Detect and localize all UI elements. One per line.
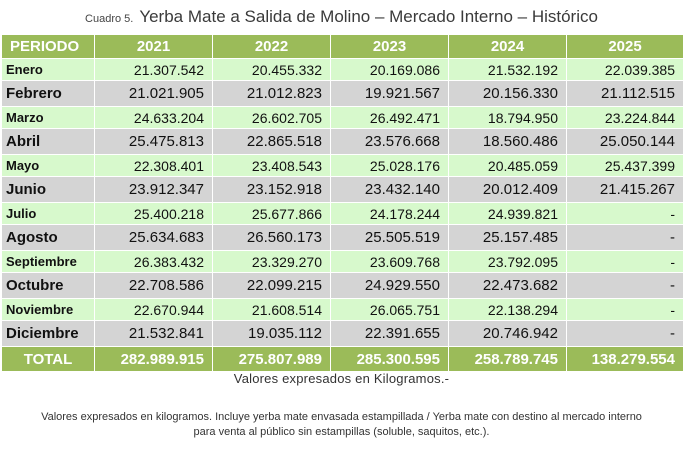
table-number: Cuadro 5. [85, 13, 134, 25]
table-row [2, 129, 683, 155]
total-2022: 275.807.989 [213, 347, 331, 372]
month-label: Marzo [2, 107, 95, 129]
value-cell: 21.021.905 [95, 81, 213, 107]
month-label: Mayo [2, 155, 95, 177]
yerba-mate-table [1, 34, 683, 372]
value-cell: 19.921.567 [331, 81, 449, 107]
value-cell: 20.012.409 [449, 177, 567, 203]
value-cell: 23.224.844 [567, 107, 683, 129]
table-row [2, 321, 683, 347]
value-cell: - [567, 225, 683, 251]
value-cell: 26.492.471 [331, 107, 449, 129]
value-cell: 25.505.519 [331, 225, 449, 251]
table-row [2, 251, 683, 273]
footnote-line-1: Valores expresados en kilogramos. Incluye yerba mate envasada estampillada / Yerba mate con destino al mercado interno [41, 411, 642, 423]
month-label: Abril [2, 129, 95, 155]
value-cell: 23.408.543 [213, 155, 331, 177]
header-2021: 2021 [95, 35, 213, 59]
value-cell: 21.012.823 [213, 81, 331, 107]
value-cell: 24.929.550 [331, 273, 449, 299]
value-cell: 22.473.682 [449, 273, 567, 299]
value-cell: 18.794.950 [449, 107, 567, 129]
value-cell: - [567, 251, 683, 273]
table-row [2, 107, 683, 129]
total-2021: 282.989.915 [95, 347, 213, 372]
table-row [2, 203, 683, 225]
value-cell: 23.609.768 [331, 251, 449, 273]
value-cell: 20.746.942 [449, 321, 567, 347]
total-2024: 258.789.745 [449, 347, 567, 372]
table-row [2, 155, 683, 177]
value-cell: 26.602.705 [213, 107, 331, 129]
value-cell: 23.432.140 [331, 177, 449, 203]
value-cell: 24.178.244 [331, 203, 449, 225]
table-title: Yerba Mate a Salida de Molino – Mercado Interno – Histórico [139, 7, 598, 26]
month-label: Febrero [2, 81, 95, 107]
value-cell: 24.633.204 [95, 107, 213, 129]
value-cell: - [567, 273, 683, 299]
header-2023: 2023 [331, 35, 449, 59]
month-label: Agosto [2, 225, 95, 251]
value-cell: 22.138.294 [449, 299, 567, 321]
total-2023: 285.300.595 [331, 347, 449, 372]
value-cell: 20.156.330 [449, 81, 567, 107]
table-row [2, 273, 683, 299]
table-row [2, 177, 683, 203]
month-label: Julio [2, 203, 95, 225]
value-cell: 21.307.542 [95, 59, 213, 81]
month-label: Septiembre [2, 251, 95, 273]
total-row [2, 347, 683, 372]
value-cell: 21.112.515 [567, 81, 683, 107]
table-row [2, 59, 683, 81]
value-cell: 18.560.486 [449, 129, 567, 155]
value-cell: 22.308.401 [95, 155, 213, 177]
value-cell: 25.028.176 [331, 155, 449, 177]
table-row [2, 225, 683, 251]
value-cell: 19.035.112 [213, 321, 331, 347]
month-label: Enero [2, 59, 95, 81]
value-cell: - [567, 299, 683, 321]
value-cell: 23.912.347 [95, 177, 213, 203]
report-title [0, 0, 683, 34]
value-cell: 23.576.668 [331, 129, 449, 155]
value-cell: 25.050.144 [567, 129, 683, 155]
value-cell: 26.383.432 [95, 251, 213, 273]
month-label: Octubre [2, 273, 95, 299]
value-cell: 22.708.586 [95, 273, 213, 299]
footnote-line-2: para venta al público sin estampillas (soluble, saquitos, etc.). [193, 426, 490, 438]
total-label: TOTAL [2, 347, 95, 372]
total-2025: 138.279.554 [567, 347, 683, 372]
header-2024: 2024 [449, 35, 567, 59]
value-cell: - [567, 321, 683, 347]
value-cell: 25.157.485 [449, 225, 567, 251]
header-periodo: PERIODO [2, 35, 95, 59]
value-cell: 25.634.683 [95, 225, 213, 251]
value-cell: 25.437.399 [567, 155, 683, 177]
header-2025: 2025 [567, 35, 683, 59]
value-cell: 23.152.918 [213, 177, 331, 203]
table-row [2, 81, 683, 107]
value-cell: 26.065.751 [331, 299, 449, 321]
units-note: Valores expresados en Kilogramos.- [233, 371, 450, 386]
value-cell: 21.532.841 [95, 321, 213, 347]
value-cell: - [567, 203, 683, 225]
value-cell: 26.560.173 [213, 225, 331, 251]
header-2022: 2022 [213, 35, 331, 59]
value-cell: 20.455.332 [213, 59, 331, 81]
table-row [2, 299, 683, 321]
footnote [0, 410, 683, 440]
value-cell: 20.485.059 [449, 155, 567, 177]
value-cell: 20.169.086 [331, 59, 449, 81]
value-cell: 21.415.267 [567, 177, 683, 203]
value-cell: 23.329.270 [213, 251, 331, 273]
value-cell: 22.865.518 [213, 129, 331, 155]
header-row [2, 35, 683, 59]
value-cell: 24.939.821 [449, 203, 567, 225]
value-cell: 22.670.944 [95, 299, 213, 321]
value-cell: 21.532.192 [449, 59, 567, 81]
value-cell: 21.608.514 [213, 299, 331, 321]
value-cell: 25.475.813 [95, 129, 213, 155]
value-cell: 22.391.655 [331, 321, 449, 347]
month-label: Noviembre [2, 299, 95, 321]
month-label: Diciembre [2, 321, 95, 347]
value-cell: 22.039.385 [567, 59, 683, 81]
month-label: Junio [2, 177, 95, 203]
value-cell: 25.400.218 [95, 203, 213, 225]
value-cell: 22.099.215 [213, 273, 331, 299]
value-cell: 23.792.095 [449, 251, 567, 273]
value-cell: 25.677.866 [213, 203, 331, 225]
